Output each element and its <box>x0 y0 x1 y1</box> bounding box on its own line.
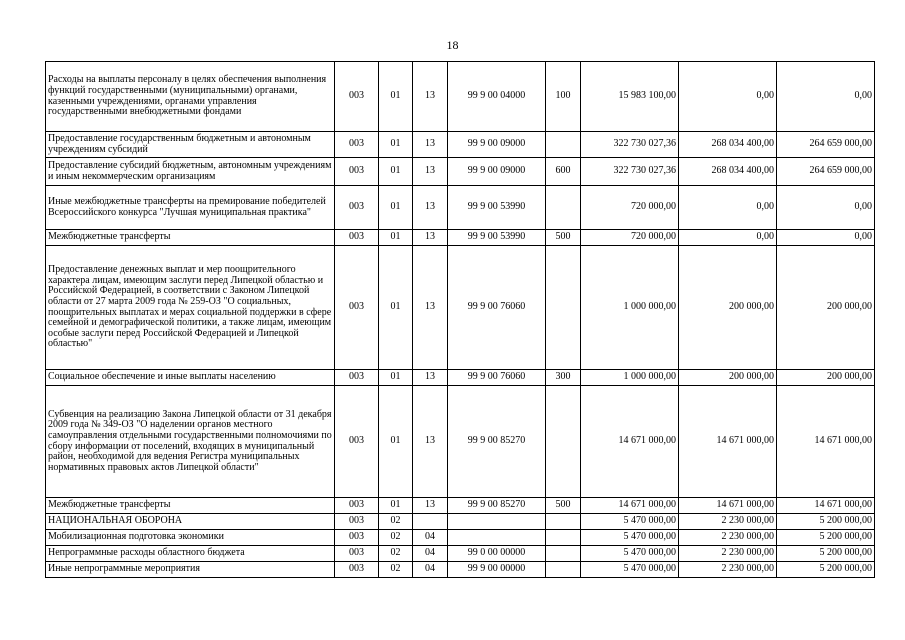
row-name-cell: Предоставление денежных выплат и мер поощрительного характера лицам, имеющим заслуги перед Липецкой областью и Российской Федерацией, в соответствии с Законом Липецкой области от 27 марта 2009 года № 259-ОЗ "О социальных, поощрительных выплатах и мерах социальной поддержки в сфере семейной и демографической политики, а также лицам, имеющим особые заслуги перед Российской Федерацией и Липецкой областью" <box>46 246 335 370</box>
subsection-cell: 13 <box>413 498 448 514</box>
amount-year3-cell: 5 200 000,00 <box>777 546 875 562</box>
target-article-cell <box>448 530 546 546</box>
table-row <box>46 386 875 498</box>
subsection-cell: 13 <box>413 62 448 132</box>
amount-year1-cell: 5 470 000,00 <box>581 514 679 530</box>
subsection-cell <box>413 514 448 530</box>
table-body <box>46 62 875 578</box>
amount-year1-cell: 322 730 027,36 <box>581 158 679 186</box>
target-article-cell: 99 9 00 53990 <box>448 230 546 246</box>
amount-year1-cell: 720 000,00 <box>581 186 679 230</box>
amount-year2-cell: 0,00 <box>679 62 777 132</box>
amount-year3-cell: 14 671 000,00 <box>777 498 875 514</box>
amount-year1-cell: 5 470 000,00 <box>581 530 679 546</box>
table-row <box>46 562 875 578</box>
row-name-cell: Предоставление государственным бюджетным и автономным учреждениям субсидий <box>46 132 335 158</box>
subsection-cell: 04 <box>413 530 448 546</box>
amount-year3-cell: 200 000,00 <box>777 246 875 370</box>
grbs-cell: 003 <box>335 246 379 370</box>
target-article-cell: 99 0 00 00000 <box>448 546 546 562</box>
row-name-cell: Расходы на выплаты персоналу в целях обеспечения выполнения функций государственными (муниципальными) органами, казенными учреждениями, органами управления государственными внебюджетными фондами <box>46 62 335 132</box>
row-name-cell: Социальное обеспечение и иные выплаты населению <box>46 370 335 386</box>
grbs-cell: 003 <box>335 158 379 186</box>
amount-year3-cell: 0,00 <box>777 230 875 246</box>
expense-type-cell: 500 <box>546 498 581 514</box>
amount-year2-cell: 0,00 <box>679 230 777 246</box>
target-article-cell: 99 9 00 76060 <box>448 246 546 370</box>
amount-year1-cell: 1 000 000,00 <box>581 246 679 370</box>
grbs-cell: 003 <box>335 562 379 578</box>
table-row <box>46 62 875 132</box>
subsection-cell: 04 <box>413 546 448 562</box>
amount-year2-cell: 268 034 400,00 <box>679 132 777 158</box>
grbs-cell: 003 <box>335 546 379 562</box>
section-cell: 01 <box>379 158 413 186</box>
row-name-cell: Иные непрограммные мероприятия <box>46 562 335 578</box>
table-row <box>46 530 875 546</box>
target-article-cell: 99 9 00 85270 <box>448 498 546 514</box>
row-name-cell: Межбюджетные трансферты <box>46 498 335 514</box>
expense-type-cell: 300 <box>546 370 581 386</box>
section-cell: 01 <box>379 498 413 514</box>
table-row <box>46 246 875 370</box>
amount-year3-cell: 200 000,00 <box>777 370 875 386</box>
page-number: 18 <box>446 38 459 52</box>
table-row <box>46 514 875 530</box>
target-article-cell: 99 9 00 09000 <box>448 158 546 186</box>
expense-type-cell: 100 <box>546 62 581 132</box>
grbs-cell: 003 <box>335 62 379 132</box>
row-name-cell: Субвенция на реализацию Закона Липецкой области от 31 декабря 2009 года № 349-ОЗ "О наделении органов местного самоуправления отдельными государственными полномочиями по сбору информации от поселений, входящих в муниципальный район, необходимой для ведения Регистра муниципальных нормативных правовых актов Липецкой области" <box>46 386 335 498</box>
amount-year1-cell: 15 983 100,00 <box>581 62 679 132</box>
row-name-cell: Межбюджетные трансферты <box>46 230 335 246</box>
target-article-cell: 99 9 00 76060 <box>448 370 546 386</box>
amount-year3-cell: 264 659 000,00 <box>777 132 875 158</box>
expense-type-cell <box>546 530 581 546</box>
row-name-cell: Иные межбюджетные трансферты на премирование победителей Всероссийского конкурса "Лучшая муниципальная практика" <box>46 186 335 230</box>
section-cell: 02 <box>379 546 413 562</box>
target-article-cell: 99 9 00 04000 <box>448 62 546 132</box>
amount-year3-cell: 0,00 <box>777 186 875 230</box>
expense-type-cell <box>546 186 581 230</box>
grbs-cell: 003 <box>335 386 379 498</box>
amount-year1-cell: 5 470 000,00 <box>581 562 679 578</box>
expense-type-cell <box>546 386 581 498</box>
table-row <box>46 370 875 386</box>
amount-year2-cell: 2 230 000,00 <box>679 514 777 530</box>
budget-table <box>45 61 875 578</box>
section-cell: 01 <box>379 370 413 386</box>
expense-type-cell: 600 <box>546 158 581 186</box>
row-name-cell: Непрограммные расходы областного бюджета <box>46 546 335 562</box>
section-cell: 02 <box>379 514 413 530</box>
amount-year3-cell: 264 659 000,00 <box>777 158 875 186</box>
expense-type-cell: 500 <box>546 230 581 246</box>
table-row <box>46 230 875 246</box>
section-cell: 01 <box>379 62 413 132</box>
amount-year1-cell: 322 730 027,36 <box>581 132 679 158</box>
subsection-cell: 13 <box>413 246 448 370</box>
section-cell: 02 <box>379 530 413 546</box>
table-row <box>46 186 875 230</box>
amount-year2-cell: 200 000,00 <box>679 370 777 386</box>
amount-year1-cell: 14 671 000,00 <box>581 386 679 498</box>
section-cell: 01 <box>379 230 413 246</box>
table-row <box>46 158 875 186</box>
amount-year2-cell: 200 000,00 <box>679 246 777 370</box>
expense-type-cell <box>546 132 581 158</box>
subsection-cell: 13 <box>413 132 448 158</box>
amount-year1-cell: 720 000,00 <box>581 230 679 246</box>
amount-year1-cell: 5 470 000,00 <box>581 546 679 562</box>
amount-year3-cell: 5 200 000,00 <box>777 514 875 530</box>
row-name-cell: НАЦИОНАЛЬНАЯ ОБОРОНА <box>46 514 335 530</box>
expense-type-cell <box>546 514 581 530</box>
amount-year2-cell: 2 230 000,00 <box>679 546 777 562</box>
subsection-cell: 13 <box>413 186 448 230</box>
grbs-cell: 003 <box>335 230 379 246</box>
section-cell: 01 <box>379 186 413 230</box>
amount-year2-cell: 14 671 000,00 <box>679 498 777 514</box>
target-article-cell: 99 9 00 09000 <box>448 132 546 158</box>
subsection-cell: 13 <box>413 158 448 186</box>
target-article-cell: 99 9 00 00000 <box>448 562 546 578</box>
amount-year3-cell: 14 671 000,00 <box>777 386 875 498</box>
section-cell: 02 <box>379 562 413 578</box>
table-row <box>46 498 875 514</box>
amount-year2-cell: 2 230 000,00 <box>679 562 777 578</box>
section-cell: 01 <box>379 132 413 158</box>
expense-type-cell <box>546 246 581 370</box>
row-name-cell: Предоставление субсидий бюджетным, автономным учреждениям и иным некоммерческим организациям <box>46 158 335 186</box>
amount-year1-cell: 1 000 000,00 <box>581 370 679 386</box>
section-cell: 01 <box>379 246 413 370</box>
table-row <box>46 132 875 158</box>
expense-type-cell <box>546 562 581 578</box>
subsection-cell: 13 <box>413 370 448 386</box>
amount-year2-cell: 14 671 000,00 <box>679 386 777 498</box>
grbs-cell: 003 <box>335 132 379 158</box>
amount-year3-cell: 5 200 000,00 <box>777 530 875 546</box>
subsection-cell: 13 <box>413 386 448 498</box>
target-article-cell: 99 9 00 85270 <box>448 386 546 498</box>
amount-year2-cell: 268 034 400,00 <box>679 158 777 186</box>
amount-year3-cell: 0,00 <box>777 62 875 132</box>
grbs-cell: 003 <box>335 186 379 230</box>
row-name-cell: Мобилизационная подготовка экономики <box>46 530 335 546</box>
expense-type-cell <box>546 546 581 562</box>
amount-year2-cell: 2 230 000,00 <box>679 530 777 546</box>
amount-year1-cell: 14 671 000,00 <box>581 498 679 514</box>
target-article-cell: 99 9 00 53990 <box>448 186 546 230</box>
target-article-cell <box>448 514 546 530</box>
grbs-cell: 003 <box>335 370 379 386</box>
section-cell: 01 <box>379 386 413 498</box>
grbs-cell: 003 <box>335 498 379 514</box>
amount-year2-cell: 0,00 <box>679 186 777 230</box>
subsection-cell: 04 <box>413 562 448 578</box>
grbs-cell: 003 <box>335 514 379 530</box>
grbs-cell: 003 <box>335 530 379 546</box>
amount-year3-cell: 5 200 000,00 <box>777 562 875 578</box>
subsection-cell: 13 <box>413 230 448 246</box>
table-row <box>46 546 875 562</box>
